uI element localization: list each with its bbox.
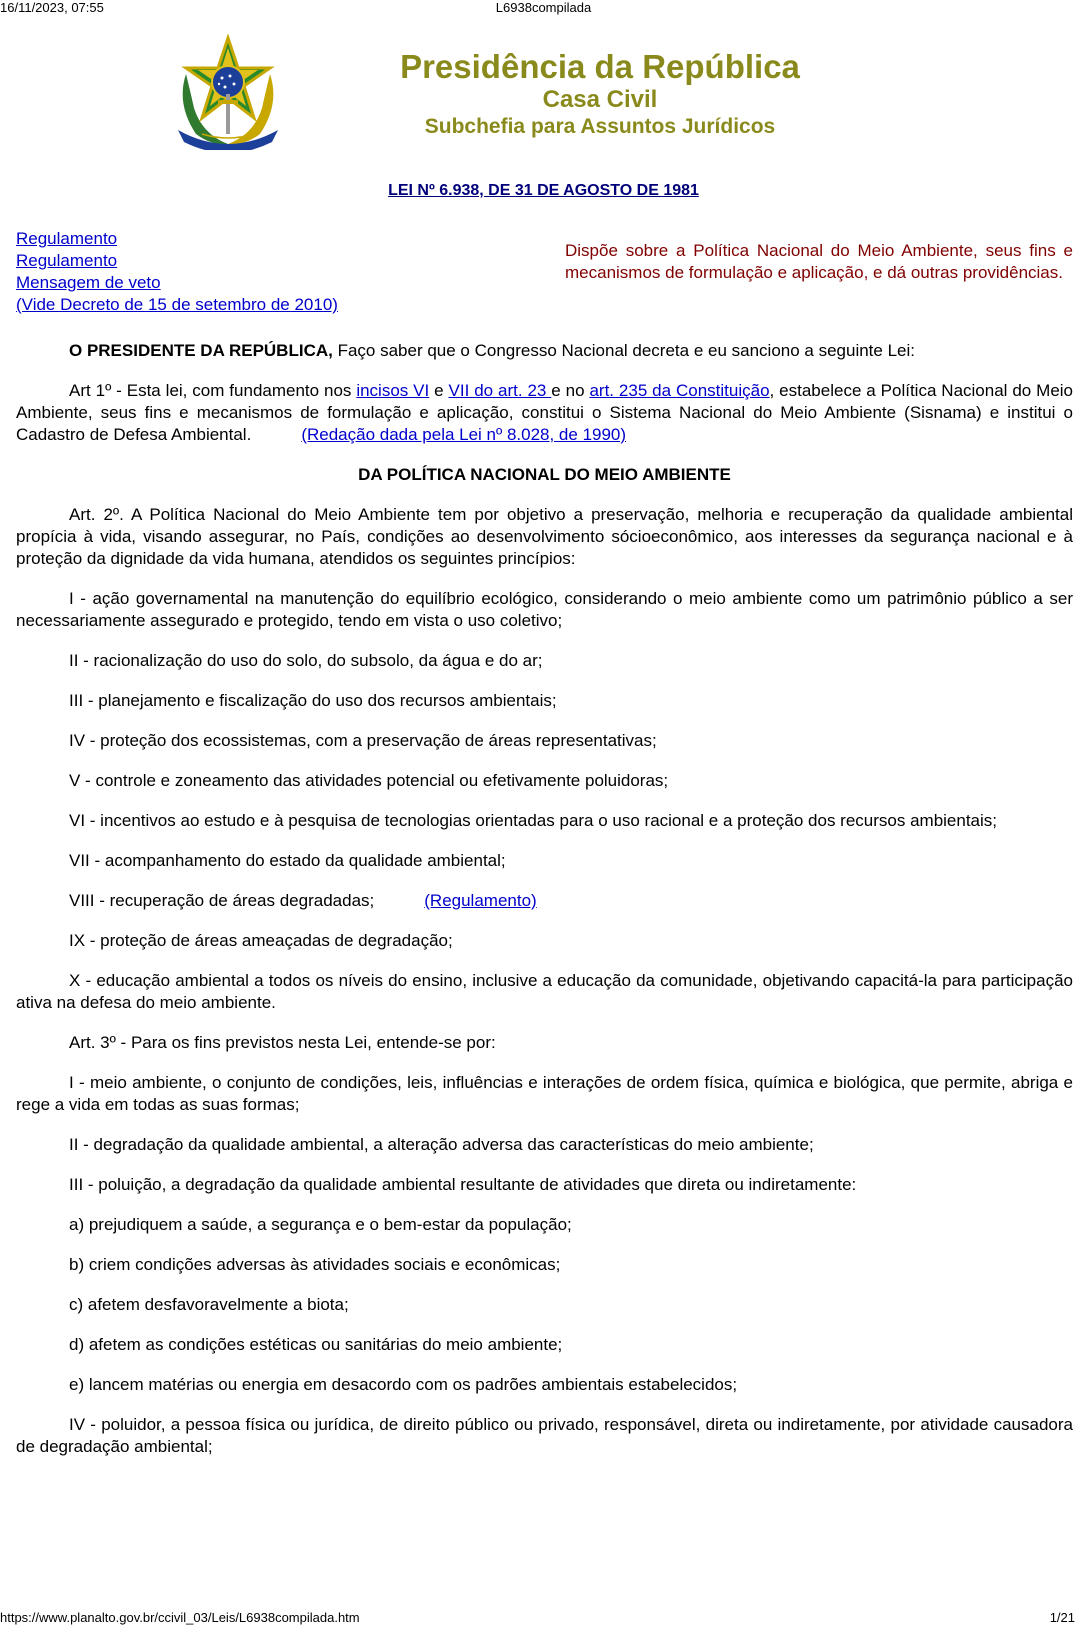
print-doc-title: L6938compilada — [495, 0, 592, 15]
art2-item-iv: IV - proteção dos ecossistemas, com a preservação de áreas representativas; — [69, 731, 657, 750]
art2-item-x: X - educação ambiental a todos os níveis do ensino, inclusive a educação da comunidade, objetivando capacitá-la para participação ativa na defesa do meio ambiente. — [16, 971, 1073, 1012]
header-subchefia: Subchefia para Assuntos Jurídicos — [424, 115, 776, 138]
art3-item-e: e) lancem matérias ou energia em desacordo com os padrões ambientais estabelecidos; — [69, 1375, 738, 1394]
art3: Art. 3º - Para os fins previstos nesta Lei, entende-se por: — [69, 1033, 496, 1052]
preamble — [16, 340, 1073, 362]
art1-text-3: e no — [551, 381, 590, 400]
ementa: Dispõe sobre a Política Nacional do Meio Ambiente, seus fins e mecanismos de formulação e aplicação, e dá outras providências. — [565, 241, 1073, 282]
art1-text-4: , estabelece a Política Nacional do Meio Ambiente, seus fins e mecanismos de formulação e aplicação, constitui o Sistema Nacional do Meio Ambiente (Sisnama) e institui o Cadastro de Defesa Ambiental. — [16, 381, 1074, 444]
art1-text-2: e — [429, 381, 449, 400]
print-footer — [0, 1609, 1087, 1627]
link-incisos-vi[interactable]: incisos VI — [356, 381, 430, 400]
art2-item-ix: IX - proteção de áreas ameaçadas de degradação; — [69, 931, 453, 950]
link-vii-art-23[interactable]: VII do art. 23 — [448, 381, 552, 400]
art2-item-iii: III - planejamento e fiscalização do uso dos recursos ambientais; — [69, 691, 557, 710]
print-url: https://www.planalto.gov.br/ccivil_03/Leis/L6938compilada.htm — [0, 1610, 360, 1625]
art3-item-a: a) prejudiquem a saúde, a segurança e o bem-estar da população; — [69, 1215, 572, 1234]
header-casa-civil: Casa Civil — [542, 86, 658, 113]
preamble-text: Faço saber que o Congresso Nacional decreta e eu sanciono a seguinte Lei: — [332, 341, 915, 360]
art3-item-b: b) criem condições adversas às atividades sociais e econômicas; — [69, 1255, 561, 1274]
link-art-235[interactable]: art. 235 da Constituição — [589, 381, 770, 400]
art1 — [16, 380, 1073, 446]
art3-item-i: I - meio ambiente, o conjunto de condições, leis, influências e interações de ordem física, química e biológica, que permite, abriga e rege a vida em todas as suas formas; — [16, 1073, 1073, 1114]
link-regulamento-1[interactable]: Regulamento — [16, 229, 118, 248]
side-links — [16, 228, 338, 316]
section-title: DA POLÍTICA NACIONAL DO MEIO AMBIENTE — [358, 465, 731, 484]
art2-item-viii-text: VIII - recuperação de áreas degradadas; — [69, 891, 375, 910]
link-redacao-lei-8028[interactable]: (Redação dada pela Lei nº 8.028, de 1990) — [301, 425, 627, 444]
art3-item-c: c) afetem desfavoravelmente a biota; — [69, 1295, 349, 1314]
link-regulamento-2[interactable]: Regulamento — [16, 251, 118, 270]
art2-item-i: I - ação governamental na manutenção do equilíbrio ecológico, considerando o meio ambiente como um patrimônio público a ser necessariamente assegurado e protegido, tendo em vista o uso coletivo; — [16, 589, 1073, 630]
government-header — [340, 48, 860, 140]
print-header — [0, 0, 1087, 18]
art2-item-viii — [16, 890, 1073, 912]
art2-item-ii: II - racionalização do uso do solo, do subsolo, da água e do ar; — [69, 651, 543, 670]
art3-item-ii: II - degradação da qualidade ambiental, a alteração adversa das características do meio ambiente; — [69, 1135, 814, 1154]
art3-item-iii: III - poluição, a degradação da qualidade ambiental resultante de atividades que direta ou indiretamente: — [69, 1175, 857, 1194]
coat-of-arms-icon — [172, 34, 284, 150]
print-datetime: 16/11/2023, 07:55 — [0, 0, 104, 15]
header-presidencia: Presidência da República — [400, 48, 800, 85]
law-title-wrap — [0, 182, 1087, 200]
link-mensagem-veto[interactable]: Mensagem de veto — [16, 273, 161, 292]
preamble-bold: O PRESIDENTE DA REPÚBLICA, — [69, 341, 333, 360]
art2-item-vi: VI - incentivos ao estudo e à pesquisa de tecnologias orientadas para o uso racional e a proteção dos recursos ambientais; — [69, 811, 998, 830]
law-title-link[interactable]: LEI Nº 6.938, DE 31 DE AGOSTO DE 1981 — [388, 182, 699, 199]
link-regulamento-viii[interactable]: (Regulamento) — [424, 891, 537, 910]
art1-text-1: Art 1º - Esta lei, com fundamento nos — [69, 381, 357, 400]
art2-item-vii: VII - acompanhamento do estado da qualidade ambiental; — [69, 851, 506, 870]
law-body — [16, 340, 1073, 1476]
art2-item-v: V - controle e zoneamento das atividades potencial ou efetivamente poluidoras; — [69, 771, 669, 790]
art3-item-iv: IV - poluidor, a pessoa física ou jurídica, de direito público ou privado, responsável, direta ou indiretamente, por atividade causadora de degradação ambiental; — [16, 1415, 1073, 1456]
link-vide-decreto[interactable]: (Vide Decreto de 15 de setembro de 2010) — [16, 295, 338, 314]
art2: Art. 2º. A Política Nacional do Meio Ambiente tem por objetivo a preservação, melhoria e recuperação da qualidade ambiental propícia à vida, visando assegurar, no País, condições ao desenvolvimento sócioeconômico, aos interesses da segurança nacional e à proteção da dignidade da vida humana, atendidos os seguintes princípios: — [16, 505, 1073, 568]
print-page-number: 1/21 — [1049, 1610, 1075, 1625]
art3-item-d: d) afetem as condições estéticas ou sanitárias do meio ambiente; — [69, 1335, 563, 1354]
